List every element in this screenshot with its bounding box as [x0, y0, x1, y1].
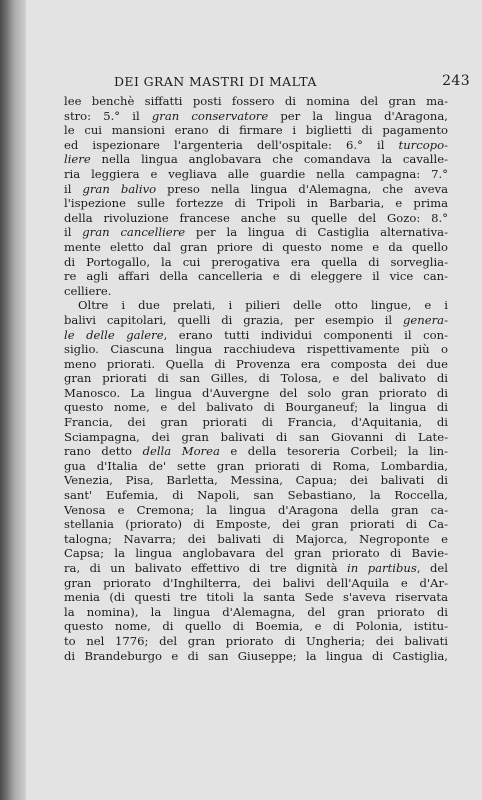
text-line: sant' Eufemia, di Napoli, san Sebastiano, la Roccella,: [64, 488, 448, 503]
text-line: gran priorato d'Inghilterra, dei balivi dell'Aquila e d'Ar-: [64, 575, 448, 590]
text-line: il gran cancelliere per la lingua di Castiglia alternativa-: [64, 225, 448, 240]
text-line: di Portogallo, la cui prerogativa era quella di sorveglia-: [64, 254, 448, 269]
text-line: ria leggiera e vegliava alle guardie nella campagna: 7.°: [64, 166, 448, 181]
text-line: Manosco. La lingua d'Auvergne del solo gran priorato di: [64, 385, 448, 400]
text-line: celliere.: [64, 283, 112, 298]
text-line: balivi capitolari, quelli di grazia, per esempio il genera-: [64, 312, 448, 327]
text-line: Venosa e Cremona; la lingua d'Aragona della gran ca-: [64, 502, 448, 517]
text-line: ra, di un balivato effettivo di tre dignità in partibus, del: [64, 561, 448, 575]
text-line: stro: 5.° il gran conservatore per la lingua d'Aragona,: [64, 108, 448, 123]
book-gutter-edge: [0, 0, 26, 800]
text-line: della rivoluzione francese anche su quelle del Gozo: 8.°: [64, 210, 448, 225]
text-line: stellania (priorato) di Emposte, dei gran priorati di Ca-: [64, 517, 448, 532]
text-line: gua d'Italia de' sette gran priorati di Roma, Lombardia,: [64, 458, 448, 473]
text-line: menia (di questi tre titoli la santa Sede s'aveva riservata: [64, 590, 448, 605]
text-line: l'ispezione sulle fortezze di Tripoli in Barbaria, e prima: [64, 196, 448, 211]
book-page: [26, 0, 482, 800]
text-line: rano detto della Morea e della tesoreria Corbeil; la lin-: [64, 444, 448, 459]
text-line: siglio. Ciascuna lingua racchiudeva rispettivamente più o: [64, 342, 448, 357]
text-line: re agli affari della cancelleria e di eleggere il vice can-: [64, 269, 448, 284]
text-line: meno priorati. Quella di Provenza era composta dei due: [64, 356, 448, 371]
text-line: le delle galere, erano tutti individui componenti il con-: [64, 327, 448, 342]
text-line: il gran balivo preso nella lingua d'Alemagna, che aveva: [64, 181, 448, 196]
body-text: [64, 94, 448, 663]
text-line: le cui mansioni erano di firmare i biglietti di pagamento: [64, 123, 448, 138]
text-line: la nomina), la lingua d'Alemagna, del gran priorato di: [64, 604, 448, 619]
text-line: lee benchè siffatti posti fossero di nomina del gran ma-: [64, 94, 448, 108]
text-line: to nel 1776; del gran priorato di Ungheria; dei balivati: [64, 633, 448, 648]
text-line: questo nome, e del balivato di Bourganeuf; la lingua di: [64, 400, 448, 415]
text-line: questo nome, di quello di Boemia, e di Polonia, istitu-: [64, 619, 448, 634]
text-line: liere nella lingua anglobavara che comandava la cavalle-: [64, 152, 448, 167]
text-line: talogna; Navarra; dei balivati di Majorca, Negroponte e: [64, 531, 448, 546]
paragraph-start-line: Oltre i due prelati, i pilieri delle otto lingue, e i: [78, 298, 448, 313]
text-line: Sciampagna, dei gran balivati di san Giovanni di Late-: [64, 429, 448, 444]
text-line: di Brandeburgo e di san Giuseppe; la lingua di Castiglia,: [64, 648, 448, 663]
text-line: gran priorati di san Gilles, di Tolosa, e del balivato di: [64, 371, 448, 386]
text-line: Francia, dei gran priorati di Francia, d'Aquitania, di: [64, 415, 448, 430]
text-line: Venezia, Pisa, Barletta, Messina, Capua; dei balivati di: [64, 473, 448, 488]
text-line: Capsa; la lingua anglobavara del gran priorato di Bavie-: [64, 546, 448, 561]
text-line: mente eletto dal gran priore di questo nome e da quello: [64, 239, 448, 254]
page-number: 243: [442, 73, 470, 89]
running-head-title: DEI GRAN MASTRI DI MALTA: [114, 74, 317, 89]
text-line: ed ispezionare l'argenteria dell'ospitale: 6.° il turcopo-: [64, 137, 448, 152]
